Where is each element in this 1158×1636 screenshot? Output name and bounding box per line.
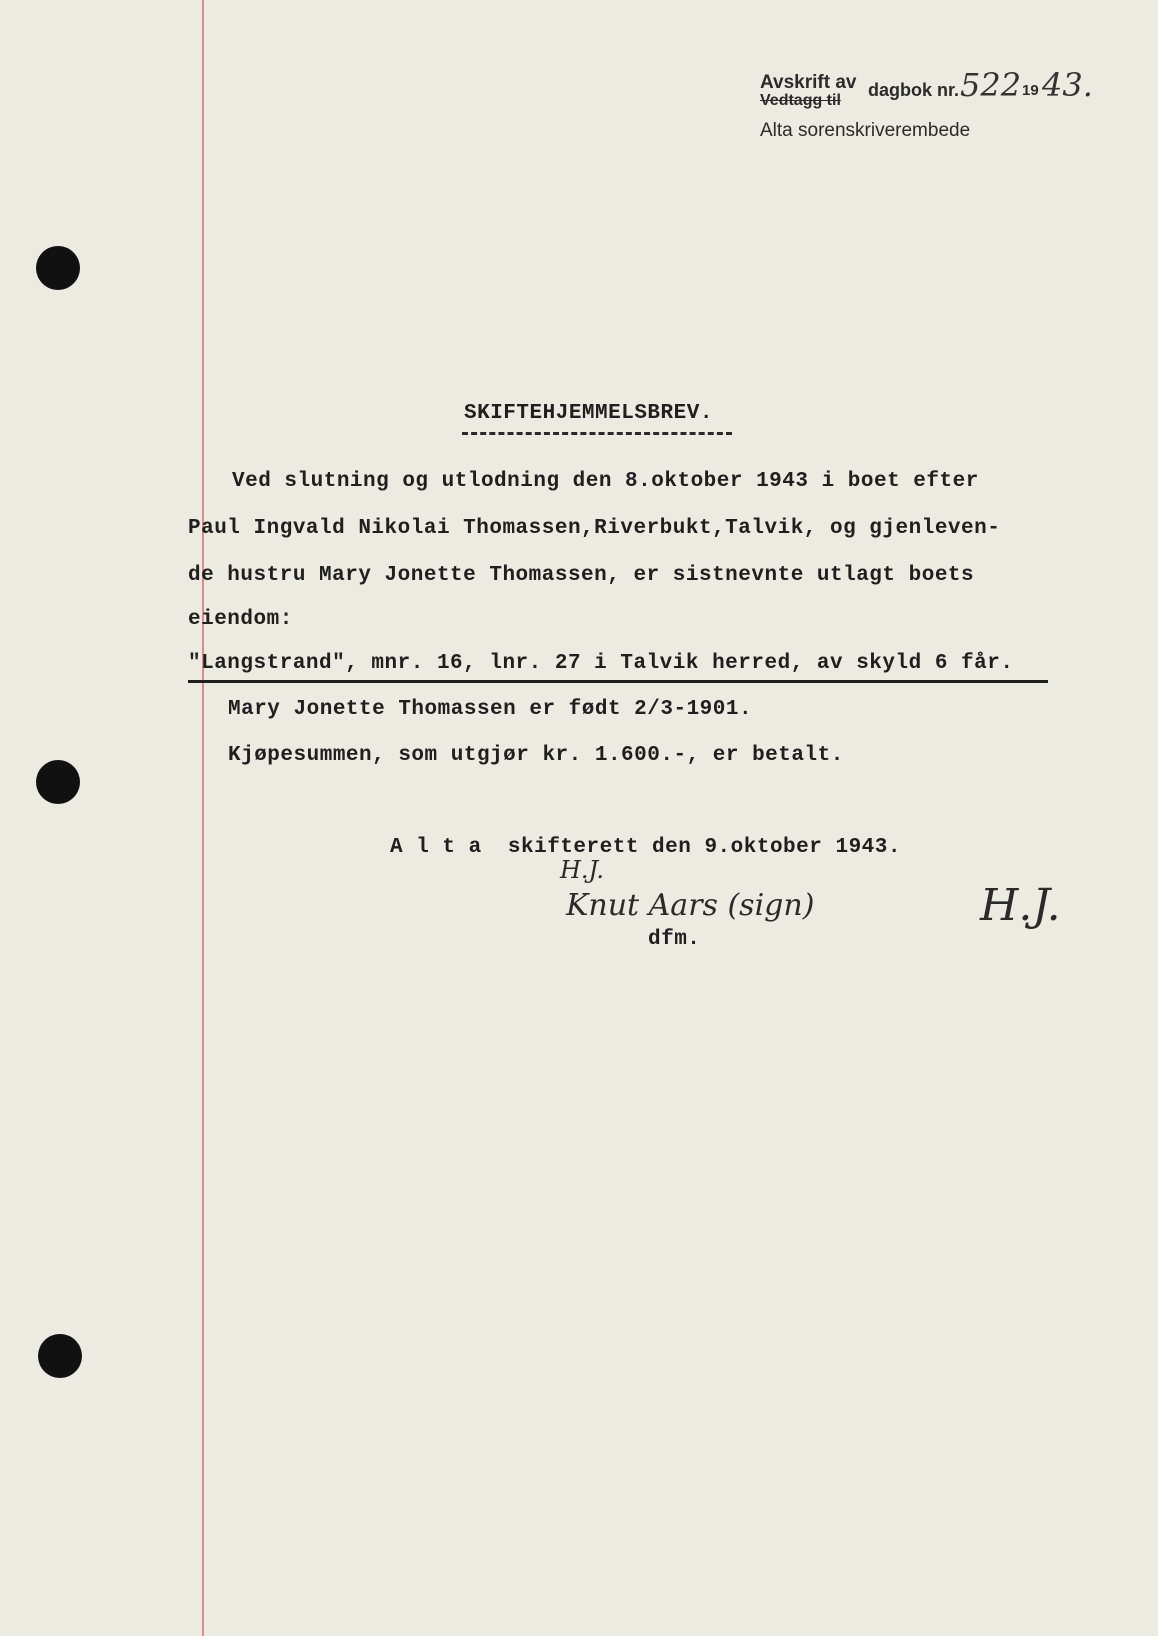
stamp-year-prefix: 19	[1022, 82, 1039, 99]
margin-line	[202, 0, 204, 1636]
signature: Knut Aars (sign)	[566, 888, 815, 923]
body-line-3: de hustru Mary Jonette Thomassen, er sistnevnte utlagt boets	[188, 564, 975, 587]
punch-hole-middle	[36, 760, 80, 804]
property-line: "Langstrand", mnr. 16, lnr. 27 i Talvik herred, av skyld 6 får.	[188, 652, 1014, 675]
stamp-struck-label: Vedtagg til	[760, 92, 841, 109]
title-underline	[462, 432, 732, 435]
body-line-6: Mary Jonette Thomassen er født 2/3-1901.	[228, 698, 753, 721]
stamp-office: Alta sorenskriverembede	[760, 120, 971, 141]
place-date: A l t a skifterett den 9.oktober 1943.	[390, 836, 901, 859]
document-title: SKIFTEHJEMMELSBREV.	[464, 402, 713, 425]
property-underline	[188, 680, 1048, 683]
registry-stamp	[760, 66, 1093, 142]
body-line-7: Kjøpesummen, som utgjør kr. 1.600.-, er betalt.	[228, 744, 844, 767]
signature-initials: H.J.	[980, 880, 1061, 931]
signature-initials-small: H.J.	[560, 856, 604, 884]
stamp-year-suffix: 43.	[1042, 66, 1093, 104]
body-line-2: Paul Ingvald Nikolai Thomassen,Riverbukt,Talvik, og gjenleven-	[188, 517, 1001, 540]
punch-hole-bottom	[38, 1334, 82, 1378]
stamp-label: Avskrift av	[760, 72, 857, 93]
punch-hole-top	[36, 246, 80, 290]
body-line-4: eiendom:	[188, 608, 293, 631]
signer-title: dfm.	[648, 928, 701, 951]
stamp-dagbok-label: dagbok nr.	[868, 80, 960, 100]
stamp-dagbok-number: 522	[960, 66, 1022, 104]
body-line-1: Ved slutning og utlodning den 8.oktober 1943 i boet efter	[232, 470, 979, 493]
